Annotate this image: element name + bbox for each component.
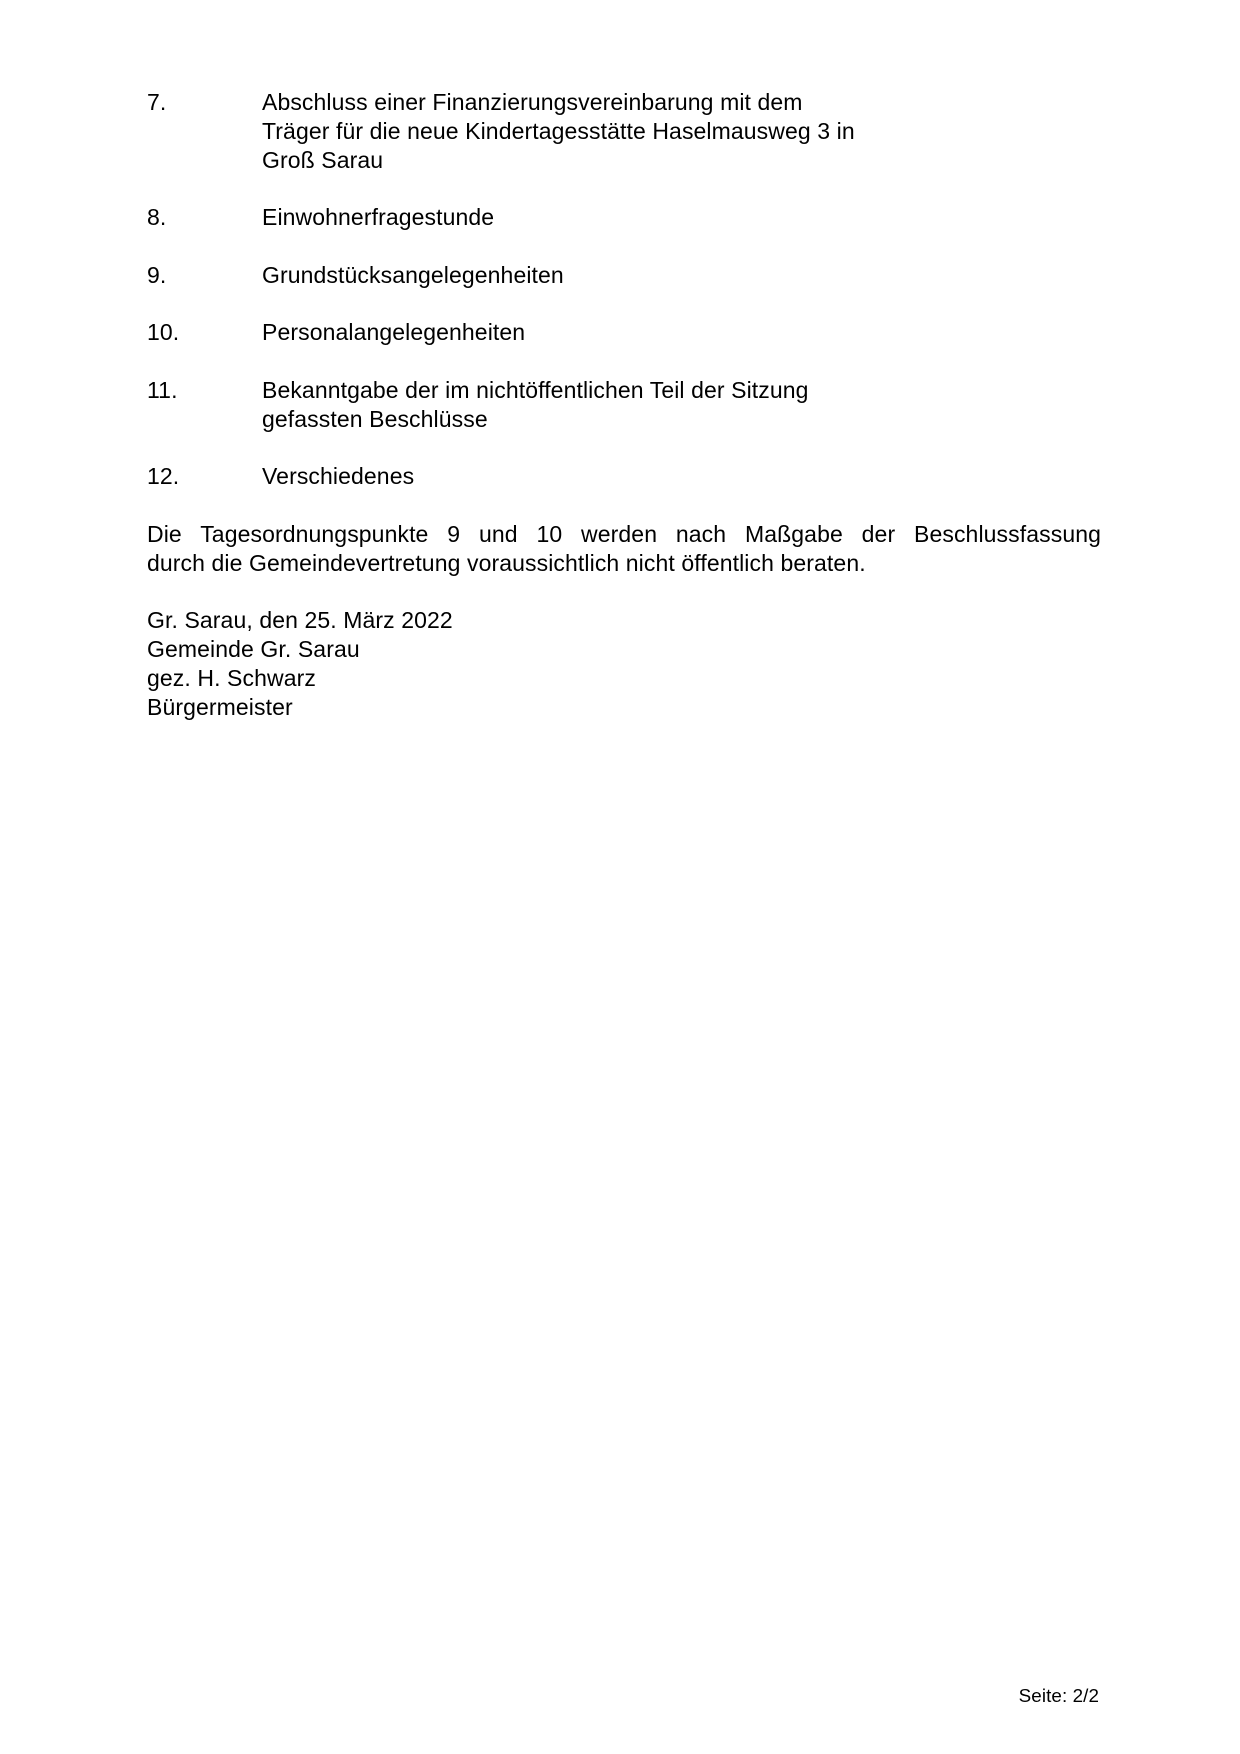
item-text [262,318,1101,347]
item-text-line: Abschluss einer Finanzierungsvereinbarung mit dem [262,89,803,115]
signature-signer: gez. H. Schwarz [147,664,316,691]
agenda-item-8 [147,203,1101,232]
document-content [147,88,1101,722]
item-text [262,261,1101,290]
agenda-item-12 [147,462,1101,491]
note-line: durch die Gemeindevertretung voraussichtlich nicht öffentlich beraten. [147,549,866,576]
item-text-line: Träger für die neue Kindertagesstätte Haselmausweg 3 in [262,117,855,144]
item-text-line: Grundstücksangelegenheiten [262,261,564,288]
item-text [262,376,1101,434]
item-number: 8. [147,204,167,231]
item-text-line: Personalangelegenheiten [262,319,526,346]
item-text-line: Bekanntgabe der im nichtöffentlichen Teil der Sitzung [262,376,809,403]
item-number: 9. [147,261,167,288]
agenda-item-7 [147,88,1101,174]
item-number: 11. [147,376,178,403]
item-number: 10. [147,319,180,346]
signature-block [147,606,1101,721]
agenda-item-9 [147,261,1101,290]
item-text [262,88,1101,174]
note-line: Die Tagesordnungspunkte 9 und 10 werden nach Maßgabe der Beschlussfassung [147,520,1101,547]
note-paragraph [147,520,1101,578]
item-text-line: Verschiedenes [262,463,415,490]
item-text-line: Groß Sarau [262,146,384,173]
item-text [262,203,1101,232]
signature-municipality: Gemeinde Gr. Sarau [147,636,360,663]
signature-title: Bürgermeister [147,693,293,720]
item-text-line: gefassten Beschlüsse [262,405,488,432]
agenda-item-11 [147,376,1101,434]
item-number: 7. [147,89,167,115]
item-number: 12. [147,463,180,490]
page-footer: Seite: 2/2 [1018,1685,1099,1706]
agenda-item-10 [147,318,1101,347]
signature-place-date: Gr. Sarau, den 25. März 2022 [147,607,453,634]
item-text-line: Einwohnerfragestunde [262,204,495,231]
item-text [262,462,1101,491]
